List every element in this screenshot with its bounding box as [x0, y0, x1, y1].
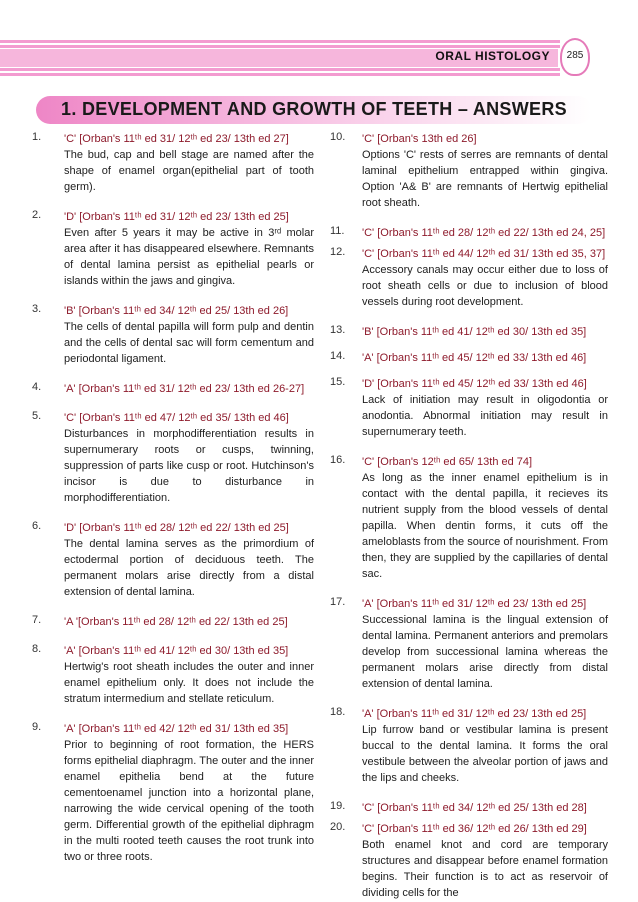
chapter-banner [36, 96, 592, 124]
answer-reference: 'C' [Orban's 12ᵗʰ ed 65/ 13th ed 74] [362, 456, 533, 468]
answer-number: 4. [32, 381, 42, 393]
answer-item [326, 800, 608, 816]
answer-reference: 'C' [Orban's 11ᵗʰ ed 36/ 12ᵗʰ ed 26/ 13th ed 29] [362, 823, 587, 835]
answer-explanation: Disturbances in morphodifferentiation results in supernumerary roots or cusps, twinning, suppression of parts like cusp or root. Hutchinson's incisor is due to disturbance in morphodifferentiation. [64, 428, 314, 504]
answer-reference: 'D' [Orban's 11ᵗʰ ed 31/ 12ᵗʰ ed 23/ 13th ed 25] [64, 211, 289, 223]
answer-number: 7. [32, 614, 42, 626]
answer-item [28, 303, 314, 367]
answer-reference: 'C' [Orban's 11ᵗʰ ed 28/ 12ᵗʰ ed 22/ 13th ed 24, 25] [362, 227, 606, 239]
answer-reference: 'D' [Orban's 11ᵗʰ ed 28/ 12ᵗʰ ed 22/ 13th ed 25] [64, 522, 289, 534]
answer-item [326, 350, 608, 366]
answer-number: 18. [330, 706, 346, 718]
answer-number: 3. [32, 303, 42, 315]
answers-left-column [28, 131, 314, 865]
chapter-title: 1. DEVELOPMENT AND GROWTH OF TEETH – ANSWERS [61, 99, 567, 119]
answer-explanation: Even after 5 years it may be active in 3ʳᵈ molar area after it has disappeared elsewhere. Remnants of dental lamina persist as epithelial pearls or islands within the jaws and gingiva. [64, 227, 314, 287]
answer-number: 10. [330, 131, 346, 143]
answer-explanation: Lip furrow band or vestibular lamina is present buccal to the dental lamina. It forms the oral vestibule between the alveolar portion of jaws and the lips and cheeks. [362, 724, 608, 784]
answer-item [326, 596, 608, 692]
answer-reference: 'A' [Orban's 11ᵗʰ ed 41/ 12ᵗʰ ed 30/ 13th ed 35] [64, 645, 289, 657]
answer-explanation: Successional lamina is the lingual extension of dental lamina. Permanent anteriors and premolars develop from successional lamina whereas the permanent molars arise directly from distal extension of dental lamina. [362, 614, 608, 690]
answer-reference: 'C' [Orban's 11ᵗʰ ed 34/ 12ᵗʰ ed 25/ 13th ed 28] [362, 802, 587, 814]
answer-reference: 'D' [Orban's 11ᵗʰ ed 45/ 12ᵗʰ ed 33/ 13th ed 46] [362, 378, 587, 390]
answer-reference: 'C' [Orban's 11ᵗʰ ed 31/ 12ᵗʰ ed 23/ 13th ed 27] [64, 133, 289, 145]
answer-item [28, 721, 314, 865]
answer-explanation: Options 'C' rests of serres are remnants of dental laminal epithelium entrapped within gingiva. Option 'A& B' are remnants of Hertwig epithelial root sheath. [362, 149, 608, 209]
answer-reference: 'A' [Orban's 11ᵗʰ ed 45/ 12ᵗʰ ed 33/ 13th ed 46] [362, 352, 587, 364]
answer-explanation: The bud, cap and bell stage are named after the shape of enamel organ(epithelial part of tooth germ). [64, 149, 314, 193]
answer-number: 1. [32, 131, 42, 143]
answer-explanation: The dental lamina serves as the primordium of ectodermal portion of deciduous teeth. The permanent molars arise directly from a distal extension of dental lamina. [64, 538, 314, 598]
answer-item [28, 614, 314, 630]
answer-item [326, 131, 608, 211]
answer-item [326, 225, 608, 241]
answer-number: 16. [330, 454, 346, 466]
answer-item [326, 454, 608, 582]
answer-item [28, 520, 314, 600]
running-title: ORAL HISTOLOGY [435, 49, 550, 63]
answer-number: 2. [32, 209, 42, 221]
answer-item [326, 706, 608, 786]
answer-reference: 'B' [Orban's 11ᵗʰ ed 41/ 12ᵗʰ ed 30/ 13th ed 35] [362, 326, 587, 338]
answer-number: 11. [330, 225, 345, 237]
answer-explanation: Hertwig's root sheath includes the outer and inner enamel epithelium only. It does not include the stratum intermedium and stellate reticulum. [64, 661, 314, 705]
answer-explanation: Accessory canals may occur either due to loss of root sheath cells or due to inclusion of blood vessels during root development. [362, 264, 608, 308]
page-number-badge [560, 38, 590, 76]
answer-number: 8. [32, 643, 42, 655]
answer-reference: 'A' [Orban's 11ᵗʰ ed 42/ 12ᵗʰ ed 31/ 13th ed 35] [64, 723, 289, 735]
answer-reference: 'C' [Orban's 11ᵗʰ ed 44/ 12ᵗʰ ed 31/ 13th ed 35, 37] [362, 248, 606, 260]
answer-number: 15. [330, 376, 346, 388]
answer-item [326, 246, 608, 310]
answer-number: 9. [32, 721, 42, 733]
answer-reference: 'C' [Orban's 13th ed 26] [362, 133, 477, 145]
answers-right-column [326, 131, 608, 901]
answer-reference: 'A' [Orban's 11ᵗʰ ed 31/ 12ᵗʰ ed 23/ 13th ed 25] [362, 598, 587, 610]
answer-explanation: The cells of dental papilla will form pulp and dentin and the cells of dental sac will form cementum and periodontal ligament. [64, 321, 314, 365]
answer-item [28, 131, 314, 195]
answer-number: 5. [32, 410, 42, 422]
answer-item [326, 821, 608, 901]
answer-reference: 'A' [Orban's 11ᵗʰ ed 31/ 12ᵗʰ ed 23/ 13th ed 25] [362, 708, 587, 720]
answer-item [28, 209, 314, 289]
answer-explanation: Both enamel knot and cord are temporary structures and disappear before enamel formation begins. Their function is to act as reservoir of dividing cells for the [362, 839, 608, 899]
answer-explanation: Prior to beginning of root formation, the HERS forms epithelial diaphragm. The outer and the inner enamel epithelia bend at the future cementoenamel junction into a horizontal plane, narrowing the wide cervical opening of the tooth germ. Differential growth of the epithelial diphragm in the multi rooted teeth causes the root trunk into two or three roots. [64, 739, 314, 863]
answer-item [28, 410, 314, 506]
answer-item [28, 643, 314, 707]
answer-number: 20. [330, 821, 346, 833]
answer-number: 13. [330, 324, 346, 336]
answer-explanation: Lack of initiation may result in oligodontia or anodontia. Abnormal initiation may result in supernumerary teeth. [362, 394, 608, 438]
answer-number: 6. [32, 520, 42, 532]
answer-reference: 'C' [Orban's 11ᵗʰ ed 47/ 12ᵗʰ ed 35/ 13th ed 46] [64, 412, 289, 424]
answer-number: 12. [330, 246, 346, 258]
answer-reference: 'B' [Orban's 11ᵗʰ ed 34/ 12ᵗʰ ed 25/ 13th ed 26] [64, 305, 289, 317]
answer-number: 14. [330, 350, 346, 362]
answer-number: 19. [330, 800, 346, 812]
answer-reference: 'A' [Orban's 11ᵗʰ ed 31/ 12ᵗʰ ed 23/ 13th ed 26-27] [64, 383, 305, 395]
answer-item [326, 324, 608, 340]
answer-reference: 'A '[Orban's 11ᵗʰ ed 28/ 12ᵗʰ ed 22/ 13th ed 25] [64, 616, 288, 628]
page-number: 285 [566, 50, 584, 61]
answer-number: 17. [330, 596, 346, 608]
answer-explanation: As long as the inner enamel epithelium is in contact with the dental papilla, it recieves its nutrient supply from the blood vessels of dental papilla. When dentin forms, it cuts off the ameloblasts from the source of nourishment. From then, they are supplied by the capillaries of dental sac. [362, 472, 608, 580]
answer-item [28, 381, 314, 397]
answer-item [326, 376, 608, 440]
